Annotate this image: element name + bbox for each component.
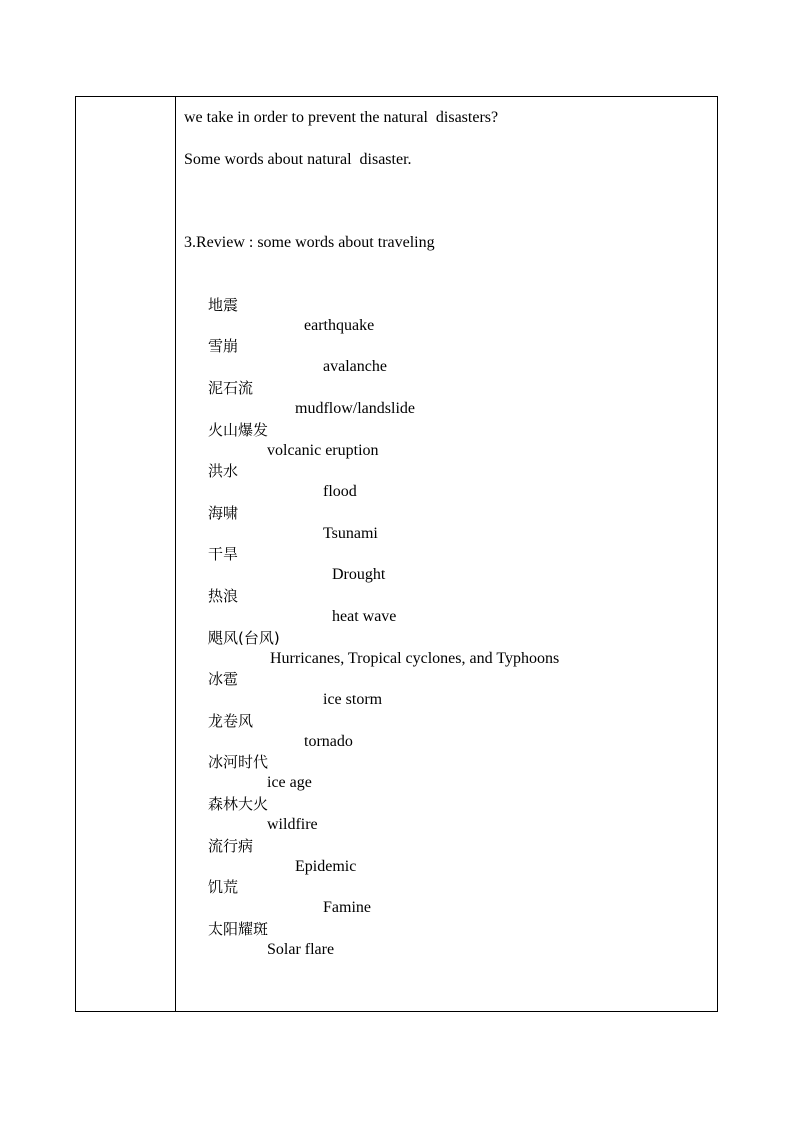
vocab-english: wildfire (267, 816, 318, 833)
vocab-english: ice age (267, 774, 312, 791)
vocab-english: Hurricanes, Tropical cyclones, and Typhoons (270, 650, 560, 667)
intro-line-1: we take in order to prevent the natural disasters? (184, 109, 499, 126)
vocab-english: tornado (304, 733, 353, 750)
vocab-chinese: 冰河时代 (208, 753, 269, 771)
vocab-english: Epidemic (295, 858, 357, 875)
vocab-chinese: 火山爆发 (208, 421, 269, 439)
vocab-english: ice storm (323, 691, 383, 708)
table-content-cell (176, 97, 717, 1011)
vocab-english: Tsunami (323, 525, 378, 542)
vocab-chinese: 洪水 (208, 462, 239, 480)
vocab-chinese: 干旱 (208, 545, 239, 563)
intro-line-2: Some words about natural disaster. (184, 151, 412, 168)
vocab-chinese: 流行病 (208, 837, 254, 855)
vocab-english: heat wave (332, 608, 397, 625)
vocab-chinese: 饥荒 (208, 878, 239, 896)
vocab-chinese: 地震 (208, 296, 239, 314)
vocab-chinese: 太阳耀斑 (208, 920, 269, 938)
table-left-column (76, 97, 176, 1011)
vocab-chinese: 龙卷风 (208, 712, 254, 730)
vocab-english: Famine (323, 899, 371, 916)
vocab-english: Drought (332, 566, 386, 583)
vocab-chinese: 泥石流 (208, 379, 254, 397)
vocab-chinese: 雪崩 (208, 337, 239, 355)
vocab-english: mudflow/landslide (295, 400, 415, 417)
lesson-table (75, 96, 718, 1012)
vocab-chinese: 冰雹 (208, 670, 239, 688)
vocab-english: Solar flare (267, 941, 335, 958)
vocab-english: avalanche (323, 358, 387, 375)
vocab-chinese: 飓风(台风) (208, 629, 280, 647)
vocab-english: earthquake (304, 317, 375, 334)
vocab-english: volcanic eruption (267, 442, 379, 459)
review-heading: 3.Review : some words about traveling (184, 234, 435, 251)
vocab-row (184, 899, 335, 980)
vocab-chinese: 森林大火 (208, 795, 269, 813)
vocab-english: flood (323, 483, 357, 500)
vocab-chinese: 热浪 (208, 587, 239, 605)
vocab-chinese: 海啸 (208, 504, 239, 522)
